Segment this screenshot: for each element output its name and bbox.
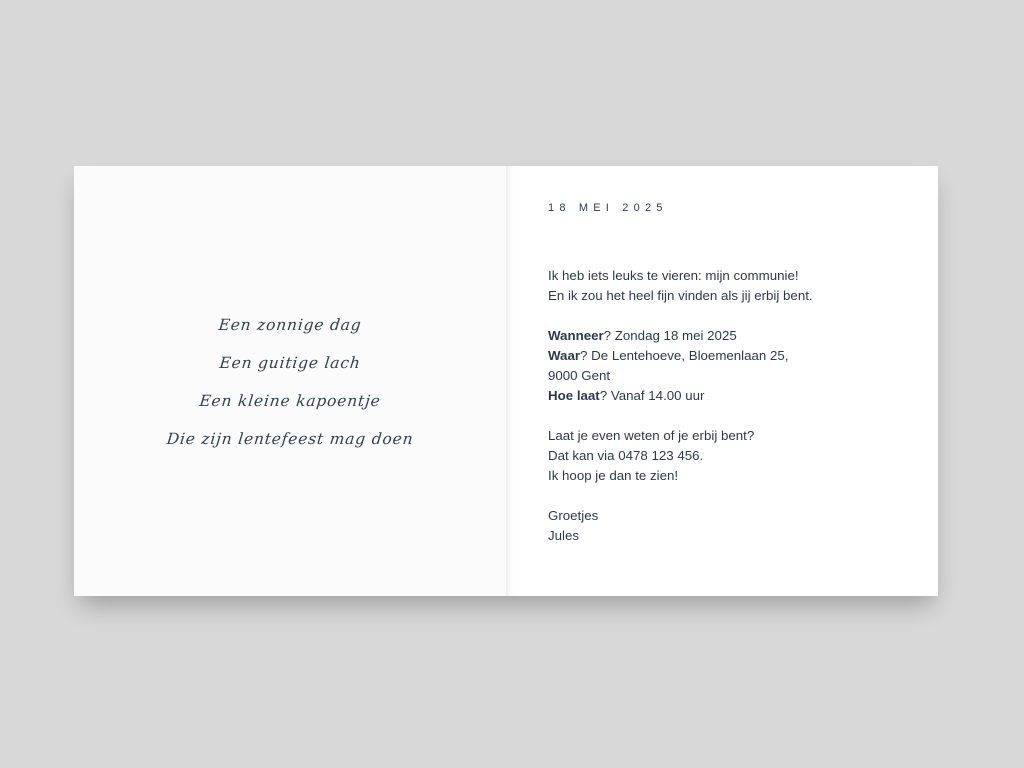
detail-label: Wanneer bbox=[548, 328, 604, 343]
detail-row-when bbox=[548, 326, 910, 346]
card-right-page bbox=[506, 166, 938, 596]
invitation-details bbox=[548, 326, 910, 406]
invitation-card-spread bbox=[74, 166, 938, 596]
card-left-page bbox=[74, 166, 506, 596]
signoff-line: Groetjes bbox=[548, 508, 599, 523]
detail-row-time bbox=[548, 386, 910, 406]
rsvp-line: Dat kan via 0478 123 456. bbox=[548, 448, 704, 463]
detail-row-where bbox=[548, 346, 910, 366]
signoff-name: Jules bbox=[548, 528, 580, 543]
detail-value: ? Zondag 18 mei 2025 bbox=[603, 328, 737, 343]
detail-label: Waar bbox=[548, 348, 581, 363]
poem bbox=[74, 318, 506, 448]
invitation-signoff bbox=[548, 506, 910, 546]
detail-row-where-city bbox=[548, 366, 910, 386]
rsvp-line: Ik hoop je dan te zien! bbox=[548, 468, 679, 483]
invitation-intro-line: En ik zou het heel fijn vinden als jij erbij bent. bbox=[548, 288, 813, 303]
detail-value: 9000 Gent bbox=[548, 368, 611, 383]
detail-value: ? Vanaf 14.00 uur bbox=[599, 388, 705, 403]
rsvp-line: Laat je even weten of je erbij bent? bbox=[548, 428, 755, 443]
poem-line: Die zijn lentefeest mag doen bbox=[165, 430, 415, 448]
detail-label: Hoe laat bbox=[548, 388, 600, 403]
invitation-date-header: 18 MEI 2025 bbox=[548, 202, 668, 214]
poem-line: Een kleine kapoentje bbox=[198, 392, 382, 410]
poem-line: Een zonnige dag bbox=[217, 316, 363, 334]
poem-line: Een guitige lach bbox=[218, 354, 362, 372]
invitation-intro bbox=[548, 266, 910, 306]
invitation-rsvp bbox=[548, 426, 910, 486]
invitation-text bbox=[548, 202, 910, 546]
invitation-intro-line: Ik heb iets leuks te vieren: mijn communie! bbox=[548, 268, 799, 283]
detail-value: ? De Lentehoeve, Bloemenlaan 25, bbox=[580, 348, 789, 363]
